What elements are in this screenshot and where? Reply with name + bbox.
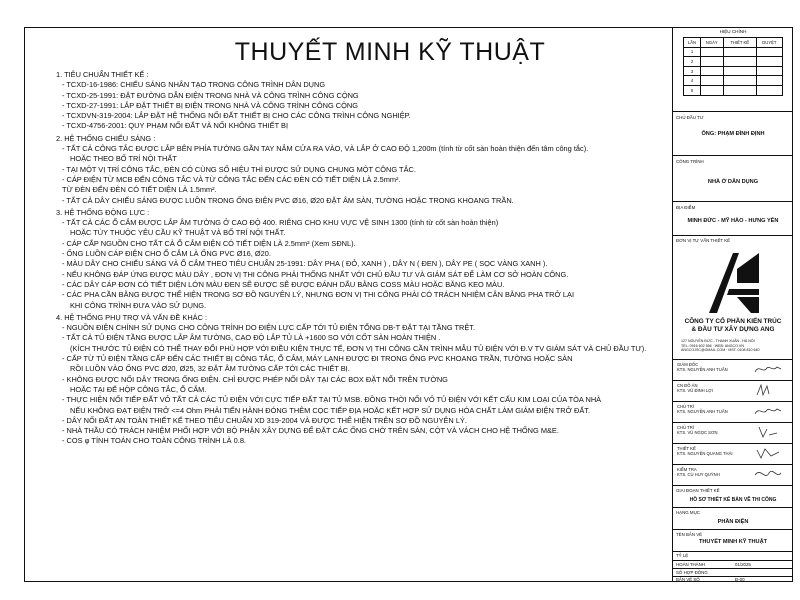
spec-line: - TẠI MỘT VỊ TRÍ CÔNG TẮC, ĐÈN CÓ CÙNG SỐ HIỆU THÌ ĐƯỢC SỬ DỤNG CHUNG MỘT CÔNG TẮC. — [62, 164, 416, 174]
drawing-label: TÊN BẢN VẼ — [676, 532, 703, 537]
role-label: CN ĐỒ ÁN — [677, 383, 698, 388]
role-label: CHỦ TRÌ — [677, 404, 694, 409]
spec-line: - TCXD-25-1991: ĐẶT ĐƯỜNG DẪN ĐIỆN TRONG NHÀ VÀ CÔNG TRÌNH CÔNG CỘNG — [62, 90, 359, 100]
spec-line: - CÁP ĐIỆN TỪ MCB ĐẾN CÔNG TẮC VÀ TỪ CÔNG TẮC ĐẾN CÁC ĐÈN CÓ TIẾT DIỆN LÀ 2.5mm². — [62, 174, 401, 184]
company-address — [681, 339, 791, 353]
spec-line: - TCXD-27-1991: LẮP ĐẶT THIẾT BỊ ĐIỆN TRONG NHÀ VÀ CÔNG TRÌNH CÔNG CỘNG — [62, 100, 358, 110]
spec-line: TỪ ĐÈN ĐẾN ĐÈN CÓ TIẾT DIỆN LÀ 1.5mm². — [62, 185, 217, 195]
revision-col: LẦN — [684, 38, 701, 48]
spec-line: - CÁP CẤP NGUỒN CHO TẤT CẢ Ổ CẮM ĐIỆN CÓ TIẾT DIỆN LÀ 2.5mm² (Xem SĐNL). — [62, 238, 356, 248]
spec-line: - TẤT CẢ CÁC Ổ CẮM ĐƯỢC LẮP ÂM TƯỜNG Ở CAO ĐỘ 400. RIÊNG CHO KHU VỰC VỆ SINH 1300 (tính từ cốt sàn hoàn thiện) — [62, 218, 499, 228]
address-line: ANGCOJSC@GMAIL.COM · MST: 0108 810 640 — [681, 348, 760, 353]
signature-mark — [753, 446, 783, 460]
spec-line: - CÁC PHA CẦN BẰNG ĐƯỢC THỂ HIỆN TRONG SƠ ĐỒ NGUYÊN LÝ, NHƯNG ĐƠN VỊ THI CÔNG PHẢI CÓ TRÁCH NHIỆM CÂN BẰNG PHA TRỞ LẠI — [62, 290, 575, 300]
spec-line: - TCXDVN-319-2004: LẮP ĐẶT HỆ THỐNG NỐI ĐẤT THIẾT BỊ CHO CÁC CÔNG TRÌNH CÔNG NGHIỆP. — [62, 111, 411, 121]
role-label: KIỂM TRA — [677, 467, 697, 472]
role-name: KTS. NGUYỄN ANH TUẤN — [677, 409, 728, 414]
revision-row — [684, 57, 783, 67]
date-value: 01/2025 — [735, 562, 751, 567]
revision-no: 2 — [684, 57, 701, 67]
address-line: 127 NGUYỄN ĐỨC - THANH XUÂN - HÀ NỘI — [681, 339, 755, 343]
section-heading: 1. TIÊU CHUẨN THIẾT KẾ : — [56, 70, 149, 79]
role-name: KTS. CÙ HUY QUỲNH — [677, 472, 720, 477]
spec-line: - DÂY NỐI ĐẤT AN TOÀN THIẾT KẾ THEO TIÊU CHUẨN XD 319-2004 VÀ ĐƯỢC THỂ HIỆN TRÊN SƠ ĐỒ NGUYÊN LÝ. — [62, 415, 467, 425]
revision-row — [684, 47, 783, 57]
signature-row — [677, 446, 789, 456]
signature-row — [677, 383, 789, 393]
spec-line: - NẾU KHÔNG ĐÁP ỨNG ĐƯỢC MÀU DÂY , ĐƠN VỊ THI CÔNG PHẢI THỐNG NHẤT VỚI CHỦ ĐẦU TƯ VÀ GIÁM SÁT ĐỂ LÀM CƠ SỞ HOÀN CÔNG. — [62, 269, 569, 279]
drawing-no-value: Đ-00 — [735, 577, 745, 582]
location-value: MINH ĐỨC - MỸ HÀO - HƯNG YÊN — [687, 218, 779, 224]
signature-row — [677, 362, 789, 372]
role-name: KTS. VŨ NGỌC SƠN — [677, 430, 718, 435]
page-title: THUYẾT MINH KỸ THUẬT — [234, 38, 546, 66]
role-label: THIẾT KẾ — [677, 446, 696, 451]
revision-table — [683, 37, 783, 96]
specification-body — [56, 70, 668, 447]
consultant-label: ĐƠN VỊ TƯ VẤN THIẾT KẾ — [676, 238, 731, 243]
role-name: KTS. NGUYỄN ANH TUẤN — [677, 367, 728, 372]
revision-row — [684, 76, 783, 86]
owner-label: CHỦ ĐẦU TƯ — [676, 115, 704, 120]
spec-line: NẾU KHÔNG ĐẠT ĐIỆN TRỞ <=4 Ohm PHẢI TIẾN HÀNH ĐÓNG THÊM CỌC TIẾP ĐỊA HOẶC KẾT HỢP SỬ DỤNG HÓA CHẤT LÀM GIẢM ĐIỆN TRỞ ĐẤT. — [70, 405, 591, 415]
spec-line: - CÁC DÂY CÁP ĐƠN CÓ TIẾT DIỆN LỚN MÀU ĐEN SẼ ĐƯỢC SẼ ĐƯỢC ĐÁNH DẤU BẰNG COSS MÀU HOẶC BĂNG KEO MÀU. — [62, 279, 505, 289]
spec-line: - NGUỒN ĐIỆN CHÍNH SỬ DỤNG CHO CÔNG TRÌNH DO ĐIỆN LỰC CẤP TỚI TỦ ĐIỆN TỔNG DB-T ĐẶT TẠI TẦNG TRỆT. — [62, 323, 476, 333]
section-heading: 2. HỆ THỐNG CHIẾU SÁNG : — [56, 133, 156, 143]
spec-line: - TCXD-16-1986: CHIẾU SÁNG NHÂN TẠO TRONG CÔNG TRÌNH DÂN DỤNG — [62, 80, 326, 90]
spec-line: HOẶC TẠI ĐẾ HỘP CÔNG TẮC, Ổ CẮM. — [70, 384, 207, 394]
signature-mark — [753, 362, 783, 376]
location-label: ĐỊA ĐIỂM — [676, 205, 696, 210]
revision-no: 1 — [684, 47, 701, 57]
company-line-2: & ĐẦU TƯ XÂY DỰNG ANG — [691, 325, 775, 333]
spec-line: - TẤT CẢ CÔNG TẮC ĐƯỢC LẮP BÊN PHÍA TƯỜNG GẦN TAY NẮM CỬA RA VÀO, VÀ LẮP Ở CAO ĐỘ 1,200m (tính từ cốt sàn hoàn thiện đến tâm công tắc). — [62, 144, 589, 154]
revision-row — [684, 66, 783, 76]
stage-label: GIAI ĐOẠN THIẾT KẾ — [676, 488, 720, 493]
spec-line: - TẤT CẢ TỦ ĐIỆN TẦNG ĐƯỢC LẮP ÂM TƯỜNG, CAO ĐỘ LẮP TỦ LÀ +1600 SO VỚI CỐT SÀN HOÀN THIỆN . — [62, 333, 441, 343]
role-name: KTS. VŨ ĐÌNH LỢI — [677, 388, 713, 393]
contract-label: SỐ HỢP ĐỒNG — [676, 570, 708, 575]
category-label: HẠNG MỤC — [676, 510, 700, 515]
spec-line: - TẤT CẢ DÂY CHIẾU SÁNG ĐƯỢC LUỒN TRONG ỐNG ĐIỆN PVC Ø16, Ø20 ĐẶT ÂM SÀN, TƯỜNG HOẶC TRONG KHOANG TRẦN. — [62, 195, 514, 205]
company-logo — [707, 249, 761, 317]
role-name: KTS. NGUYỄN QUANG THÁI — [677, 451, 733, 456]
revision-col: THIẾT KẾ — [723, 38, 756, 48]
spec-line: HOẶC TÙY THUỘC YÊU CẦU KỸ THUẬT VÀ BỐ TRÍ NỘI THẤT. — [70, 228, 286, 238]
revision-header: HIỆU CHỈNH — [719, 29, 747, 34]
role-label: GIÁM ĐỐC — [677, 362, 699, 367]
spec-line: - NHÀ THẦU CÓ TRÁCH NHIỆM PHỐI HỢP VỚI BỘ PHẬN XÂY DỰNG ĐỂ ĐẶT CÁC ỐNG CHỜ TRÊN SÀN, CỘT VÀ VÁCH CHO HỆ THỐNG M&E. — [62, 426, 559, 436]
revision-no: 3 — [684, 66, 701, 76]
spec-line: KHI CÔNG TRÌNH ĐƯA VÀO SỬ DỤNG. — [70, 300, 207, 310]
owner-value: ÔNG: PHẠM ĐÌNH ĐỊNH — [701, 131, 765, 137]
signature-row — [677, 425, 789, 435]
project-label: CÔNG TRÌNH — [676, 159, 704, 164]
company-name — [673, 318, 793, 333]
revision-header-row — [684, 38, 783, 48]
spec-line: - KHÔNG ĐƯỢC NỐI DÂY TRONG ỐNG ĐIỆN. CHỈ ĐƯỢC PHÉP NỐI DÂY TẠI CÁC BOX ĐẶT NỔI TRÊN TƯỜNG — [62, 374, 448, 384]
spec-line: RỒI LUỒN VÀO ỐNG PVC Ø20, Ø25, 32 ĐẶT ÂM TƯỜNG CẤP TỚI CÁC THIẾT BỊ. — [70, 364, 350, 374]
address-line: TEL: 0916 602 556 · WEB: ANGCO.VN — [681, 343, 744, 348]
section-heading: 4. HỆ THỐNG PHỤ TRỢ VÀ VẤN ĐỀ KHÁC : — [56, 312, 208, 322]
signature-mark — [753, 425, 783, 439]
drawing-no-label: BẢN VẼ SỐ — [676, 577, 700, 582]
stage-value: HỒ SƠ THIẾT KẾ BẢN VẼ THI CÔNG — [689, 497, 777, 503]
revision-col: DUYỆT — [756, 38, 782, 48]
signature-mark — [753, 467, 783, 481]
signature-mark — [753, 404, 783, 418]
revision-row — [684, 85, 783, 95]
signature-row — [677, 404, 789, 414]
category-value: PHẦN ĐIỆN — [717, 519, 749, 525]
revision-no: 4 — [684, 76, 701, 86]
spec-line: - COS φ TÍNH TOÁN CHO TOÀN CÔNG TRÌNH LÀ 0.8. — [62, 436, 246, 446]
spec-line: - CẤP TỪ TỦ ĐIỆN TẦNG CẤP ĐẾN CÁC THIẾT BỊ CÔNG TẮC, Ổ CẮM, MÁY LẠNH ĐƯỢC ĐI TRONG ỐNG PVC KHOANG TRẦN, TƯỜNG HOẶC SÀN — [62, 354, 573, 364]
scale-label: TỶ LỆ — [676, 553, 689, 558]
company-line-1: CÔNG TY CỔ PHẦN KIẾN TRÚC — [684, 318, 782, 325]
date-label: HOÀN THÀNH — [676, 562, 705, 567]
spec-line: - THỰC HIỆN NỐI TIẾP ĐẤT VỎ TẤT CẢ CÁC TỦ ĐIỆN VỚI CỰC TIẾP ĐẤT TẠI TỦ MSB. ĐỒNG THỜI NỐI VỎ TỦ ĐIỆN VỚI KẾT CẤU KIM LOẠI CỦA TÒA NHÀ — [62, 395, 602, 405]
spec-line: (KÍCH THƯỚC TỦ ĐIỆN CÓ THỂ THAY ĐỔI PHÙ HỢP VỚI ĐIỀU KIỆN THỰC TẾ, ĐƠN VỊ THI CÔNG CẦN TRÌNH MẪU TỦ ĐIỆN VỚI Đ.V TV GIÁM SÁT VÀ CHỦ ĐẦU TƯ). — [70, 343, 647, 353]
revision-no: 5 — [684, 85, 701, 95]
role-label: CHỦ TRÌ — [677, 425, 694, 430]
signature-row — [677, 467, 789, 477]
project-value: NHÀ Ở DÂN DỤNG — [707, 179, 759, 185]
title-block — [673, 27, 793, 582]
spec-line: - ỐNG LUỒN CÁP ĐIỆN CHO Ổ CẮM LÀ ỐNG PVC Ø16, Ø20. — [62, 249, 271, 259]
spec-line: - TCXD-4756-2001: QUY PHẠM NỐI ĐẤT VÀ NỐI KHÔNG THIẾT BỊ — [62, 121, 289, 131]
signature-mark — [753, 383, 783, 397]
spec-line: - MÀU DÂY CHO CHIẾU SÁNG VÀ Ổ CẮM THEO TIÊU CHUẨN 25-1991: DÂY PHA ( ĐỎ, XANH ) , DÂY N ( ĐEN ), DÂY PE ( SỌC VÀNG XANH ). — [62, 259, 548, 269]
spec-line: HOẶC THEO BỐ TRÍ NỘI THẤT — [70, 154, 177, 164]
section-heading: 3. HỆ THỐNG ĐỘNG LỰC : — [56, 207, 150, 217]
revision-col: NGÀY — [700, 38, 723, 48]
drawing-value: THUYẾT MINH KỸ THUẬT — [698, 539, 768, 545]
